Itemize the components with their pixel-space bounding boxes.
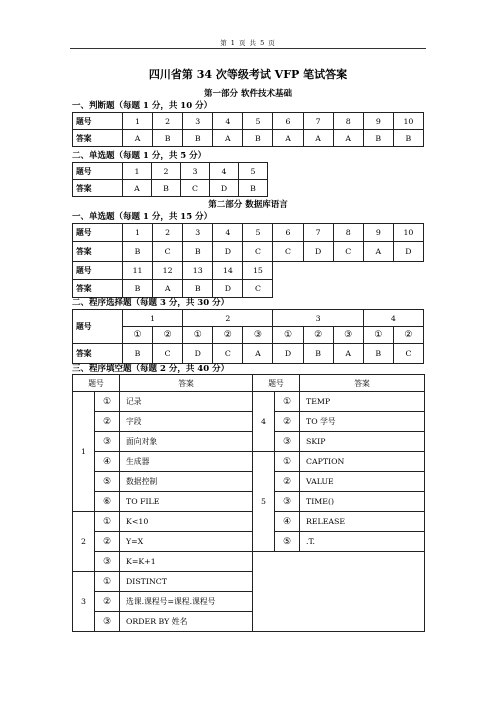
blank-number: ② [95, 592, 120, 612]
question-number: 3 [183, 113, 213, 130]
question-number: 1 [73, 392, 95, 512]
question-number: 12 [153, 262, 183, 280]
answer-cell: A [333, 344, 363, 364]
answer-cell: RELEASE [300, 512, 425, 532]
answer-cell: C [181, 180, 210, 197]
table-row [73, 392, 425, 412]
blank-number: ① [95, 392, 120, 412]
row-label: 题号 [73, 262, 123, 280]
blank-number: ③ [95, 432, 120, 452]
question-number: 8 [333, 113, 363, 130]
table-row [73, 262, 424, 280]
table-row [73, 532, 425, 552]
row-label: 题号 [73, 113, 123, 130]
answer-cell: B [123, 242, 153, 262]
answer-cell: K<10 [120, 512, 253, 532]
answer-cell: B [243, 130, 273, 147]
group-number: 4 [363, 310, 423, 327]
column-header: 答案 [120, 375, 253, 392]
question-number: 1 [123, 113, 153, 130]
page-header: 第 1 页 共 5 页 [220, 39, 276, 47]
table-row [73, 452, 425, 472]
answer-cell: B [152, 180, 181, 197]
column-header: 题号 [73, 375, 120, 392]
answer-cell: B [239, 180, 268, 197]
table-row [73, 375, 425, 392]
question-number: 8 [333, 224, 363, 242]
answer-cell: K=K+1 [120, 552, 253, 572]
answer-cell: 选课.课程号=课程.课程号 [120, 592, 253, 612]
answer-cell: B [183, 280, 213, 298]
blank-number: ② [275, 472, 300, 492]
blank-number: ⑥ [95, 492, 120, 512]
row-label: 答案 [73, 344, 123, 364]
row-label: 答案 [73, 242, 123, 262]
answer-cell: D [213, 280, 243, 298]
question-number: 5 [253, 452, 275, 552]
question-number: 13 [183, 262, 213, 280]
answer-cell: 面向对象 [120, 432, 253, 452]
blank-area [273, 262, 424, 298]
question-number: 4 [213, 224, 243, 242]
question-number: 15 [243, 262, 273, 280]
sub-number: ① [363, 327, 393, 344]
answer-cell: B [153, 130, 183, 147]
table-row [73, 432, 425, 452]
answer-cell: TO 学号 [300, 412, 425, 432]
answer-cell: B [123, 280, 153, 298]
blank-number: ④ [95, 452, 120, 472]
answer-cell: A [363, 242, 393, 262]
question-number: 7 [303, 224, 333, 242]
answer-cell: Y=X [120, 532, 253, 552]
answer-cell: B [363, 130, 393, 147]
answer-cell: C [393, 344, 423, 364]
blank-number: ① [95, 572, 120, 592]
answer-cell: VALUE [300, 472, 425, 492]
answer-cell: D [210, 180, 239, 197]
blank-number: ⑤ [95, 472, 120, 492]
answer-cell: 记录 [120, 392, 253, 412]
sub-number: ① [183, 327, 213, 344]
header-rule [70, 48, 426, 49]
page-title: 四川省第 34 次等级考试 VFP 笔试答案 [148, 68, 348, 81]
answer-cell: D [393, 242, 423, 262]
answer-cell: 数据控制 [120, 472, 253, 492]
answer-cell: C [273, 242, 303, 262]
question-number: 2 [152, 163, 181, 180]
table-row [73, 512, 425, 532]
blank-number: ① [275, 392, 300, 412]
answer-cell: A [273, 130, 303, 147]
table-row [73, 113, 424, 130]
answer-cell: B [183, 130, 213, 147]
question-number: 5 [243, 224, 273, 242]
answer-cell: A [153, 280, 183, 298]
blank-number: ③ [95, 612, 120, 632]
table-row [73, 472, 425, 492]
answer-cell: D [213, 242, 243, 262]
group-number: 3 [273, 310, 363, 327]
sub-number: ③ [333, 327, 363, 344]
question-number: 7 [303, 113, 333, 130]
table-row [73, 327, 424, 344]
section-single-choice-2-heading: 一、单选题（每题 1 分，共 15 分） [72, 212, 213, 222]
answer-cell: ORDER BY 姓名 [120, 612, 253, 632]
sub-number: ① [123, 327, 153, 344]
answer-cell: C [243, 280, 273, 298]
question-number: 4 [210, 163, 239, 180]
answer-cell: C [213, 344, 243, 364]
answer-cell: SKIP [300, 432, 425, 452]
judgement-table [72, 112, 424, 147]
blank-number: ② [95, 532, 120, 552]
question-number: 1 [123, 224, 153, 242]
answer-cell: C [333, 242, 363, 262]
blank-area [253, 552, 425, 632]
answer-cell: B [183, 242, 213, 262]
blank-number: ① [95, 512, 120, 532]
single-choice-table-1 [72, 162, 268, 197]
sub-number: ② [153, 327, 183, 344]
question-number: 6 [273, 113, 303, 130]
answer-cell: C [153, 344, 183, 364]
question-number: 10 [393, 113, 423, 130]
answer-cell: 字段 [120, 412, 253, 432]
fill-blank-table [72, 374, 425, 632]
column-header: 答案 [300, 375, 425, 392]
answer-cell: D [273, 344, 303, 364]
answer-cell: C [153, 242, 183, 262]
table-row [73, 180, 268, 197]
row-label: 题号 [73, 163, 123, 180]
question-number: 6 [273, 224, 303, 242]
answer-cell: A [123, 130, 153, 147]
answer-cell: A [303, 130, 333, 147]
single-choice-table-2 [72, 223, 424, 298]
table-row [73, 130, 424, 147]
blank-number: ④ [275, 512, 300, 532]
question-number: 2 [153, 113, 183, 130]
row-label: 答案 [73, 180, 123, 197]
question-number: 4 [213, 113, 243, 130]
part-1-heading: 第一部分 软件技术基础 [204, 89, 292, 99]
answer-cell: B [303, 344, 333, 364]
table-row [73, 344, 424, 364]
row-label: 答案 [73, 130, 123, 147]
part-2-heading: 第二部分 数据库语言 [208, 200, 288, 210]
table-row [73, 163, 268, 180]
table-row [73, 242, 424, 262]
question-number: 3 [181, 163, 210, 180]
question-number: 9 [363, 224, 393, 242]
sub-number: ② [213, 327, 243, 344]
answer-cell: B [363, 344, 393, 364]
question-number: 2 [153, 224, 183, 242]
answer-cell: C [243, 242, 273, 262]
answer-cell: DISTINCT [120, 572, 253, 592]
answer-cell: B [123, 344, 153, 364]
blank-number: ③ [275, 492, 300, 512]
sub-number: ① [273, 327, 303, 344]
table-row [73, 224, 424, 242]
question-number: 1 [123, 163, 152, 180]
column-header: 题号 [253, 375, 300, 392]
question-number: 11 [123, 262, 153, 280]
question-number: 10 [393, 224, 423, 242]
question-number: 5 [239, 163, 268, 180]
answer-cell: TO FILE [120, 492, 253, 512]
answer-cell: A [333, 130, 363, 147]
answer-cell: A [213, 130, 243, 147]
blank-number: ② [275, 412, 300, 432]
row-label: 题号 [73, 310, 123, 344]
table-row [73, 310, 424, 327]
question-number: 9 [363, 113, 393, 130]
group-number: 1 [123, 310, 183, 327]
section-program-choice-heading: 二、程序选择题（每题 3 分，共 30 分） [72, 298, 230, 308]
answer-cell: CAPTION [300, 452, 425, 472]
blank-number: ③ [95, 552, 120, 572]
answer-cell: D [183, 344, 213, 364]
answer-cell: A [243, 344, 273, 364]
answer-cell: TEMP [300, 392, 425, 412]
section-judgement-heading: 一、判断题（每题 1 分，共 10 分） [72, 101, 213, 111]
sub-number: ③ [243, 327, 273, 344]
blank-number: ⑤ [275, 532, 300, 552]
table-row [73, 552, 425, 572]
table-row [73, 492, 425, 512]
question-number: 2 [73, 512, 95, 572]
answer-cell: A [123, 180, 152, 197]
question-number: 4 [253, 392, 275, 452]
table-row [73, 412, 425, 432]
question-number: 3 [73, 572, 95, 632]
blank-number: ③ [275, 432, 300, 452]
program-choice-table [72, 309, 424, 364]
blank-number: ② [95, 412, 120, 432]
question-number: 14 [213, 262, 243, 280]
blank-number: ① [275, 452, 300, 472]
answer-cell: 生成器 [120, 452, 253, 472]
sub-number: ② [393, 327, 423, 344]
row-label: 题号 [73, 224, 123, 242]
question-number: 5 [243, 113, 273, 130]
section-single-choice-1-heading: 二、单选题（每题 1 分，共 5 分） [72, 151, 207, 161]
section-fill-blank-heading: 三、程序填空题（每题 2 分，共 40 分） [72, 364, 230, 374]
question-number: 3 [183, 224, 213, 242]
group-number: 2 [183, 310, 273, 327]
row-label: 答案 [73, 280, 123, 298]
answer-cell: B [393, 130, 423, 147]
answer-cell: D [303, 242, 333, 262]
answer-cell: .T. [300, 532, 425, 552]
answer-cell: TIME() [300, 492, 425, 512]
sub-number: ② [303, 327, 333, 344]
